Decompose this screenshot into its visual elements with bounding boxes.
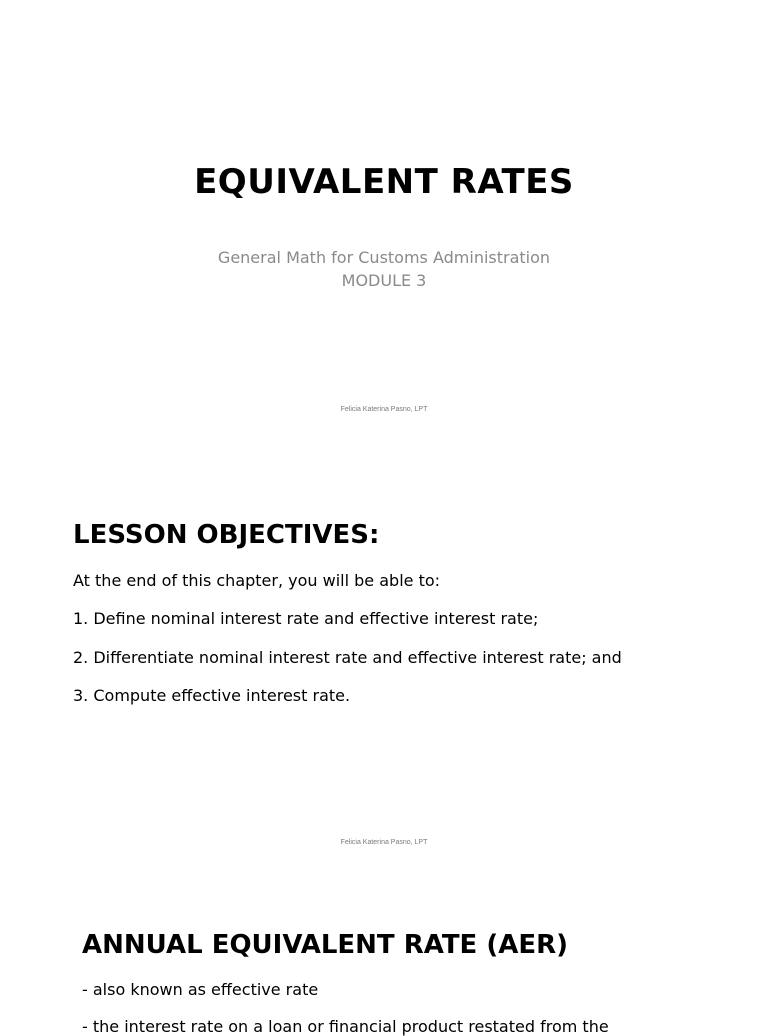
objectives-slide — [0, 480, 768, 880]
slide-title: EQUIVALENT RATES — [194, 162, 574, 202]
slide-footer-author: Felicia Katerina Pasno, LPT — [340, 839, 428, 846]
title-slide — [0, 0, 768, 480]
objective-item: 3. Compute effective interest rate. — [73, 686, 351, 705]
section-heading: ANNUAL EQUIVALENT RATE (AER) — [82, 930, 569, 960]
definition-line: - the interest rate on a loan or financial product restated from the — [82, 1017, 609, 1036]
module-label: MODULE 3 — [341, 271, 427, 290]
objectives-intro: At the end of this chapter, you will be able to: — [73, 571, 441, 590]
objective-item: 1. Define nominal interest rate and effective interest rate; — [73, 609, 539, 628]
section-heading: LESSON OBJECTIVES: — [73, 520, 380, 550]
aer-slide — [0, 880, 768, 1036]
course-name: General Math for Customs Administration — [217, 248, 551, 267]
definition-line: - also known as effective rate — [82, 980, 319, 999]
objective-item: 2. Differentiate nominal interest rate and effective interest rate; and — [73, 648, 622, 667]
slide-footer-author: Felicia Katerina Pasno, LPT — [340, 406, 428, 413]
